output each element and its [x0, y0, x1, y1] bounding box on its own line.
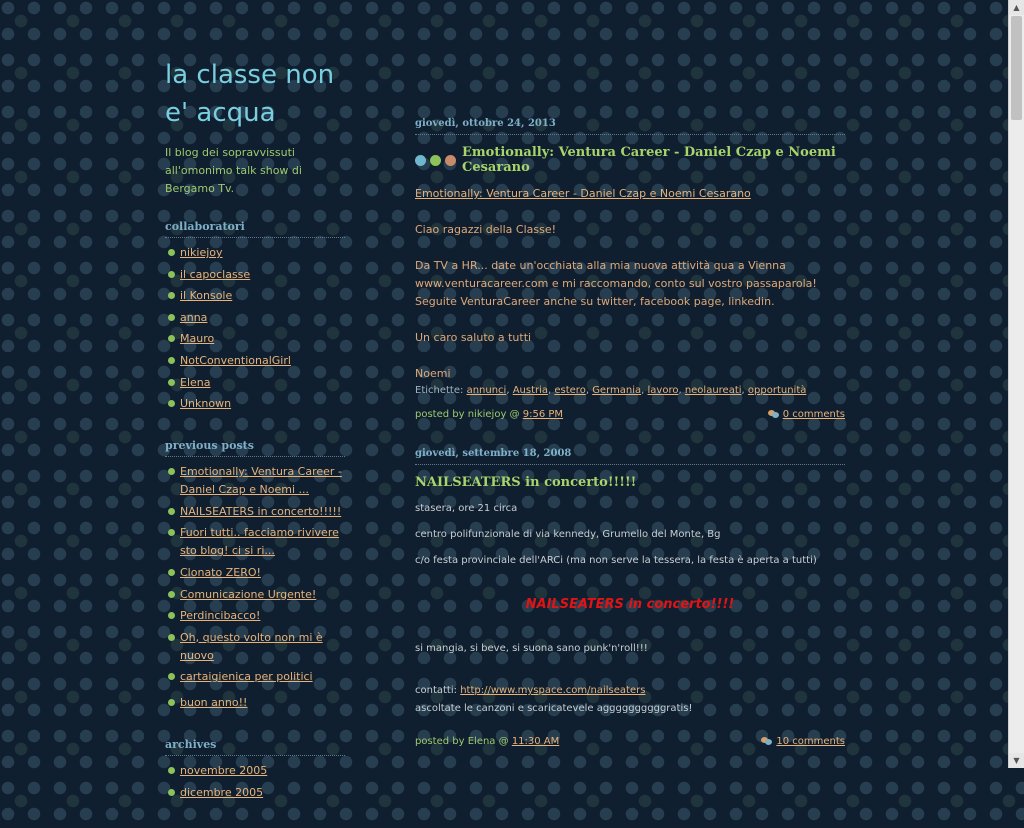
sidebar: [165, 56, 345, 828]
collaborator-link[interactable]: nikiejoy: [180, 246, 223, 259]
bullet-icon: [168, 292, 175, 299]
post-title: [415, 475, 845, 490]
label-link[interactable]: opportunità: [747, 385, 807, 396]
previous-posts-heading: previous posts: [165, 439, 345, 457]
post-footer: [415, 409, 845, 420]
label-link[interactable]: estero: [554, 385, 586, 396]
previous-post-link[interactable]: Clonato ZERO!: [180, 565, 261, 579]
vertical-scrollbar[interactable]: [1008, 0, 1024, 768]
list-item: [165, 694, 345, 712]
list-item: [165, 629, 345, 665]
collaborator-link[interactable]: il Konsole: [180, 289, 233, 303]
collaboratori-heading: collaboratori: [165, 220, 345, 238]
previous-post-link[interactable]: Fuori tutti.. facciamo rivivere sto blog! ci si ri...: [180, 526, 339, 558]
post-text: Da TV a HR... date un'occhiata alla mia nuova attività qua a Vienna: [415, 259, 786, 272]
list-item: [165, 287, 345, 305]
contacts-link[interactable]: http://www.myspace.com/nailseaters: [460, 685, 646, 696]
scrollbar-thumb[interactable]: [1011, 16, 1022, 120]
bullet-icon: [168, 569, 175, 576]
post-title-text[interactable]: Emotionally: Ventura Career - Daniel Czap e Noemi Cesarano: [462, 145, 836, 175]
collaborator-link[interactable]: anna: [180, 310, 208, 324]
collaboratori-list: [165, 244, 345, 413]
list-item: [165, 524, 345, 560]
previous-posts-list: [165, 463, 345, 712]
list-item: [165, 668, 345, 686]
bullet-icon: [168, 789, 175, 796]
collaborator-link[interactable]: Elena: [180, 375, 211, 389]
bullet-icon: [168, 699, 175, 706]
blog-description: Il blog dei sopravvissuti all'omonimo talk show di Bergamo Tv.: [165, 146, 302, 195]
post-text: ascoltate le canzoni e scaricatevele aggggggggggratis!: [415, 703, 693, 714]
bullet-icon: [168, 335, 175, 342]
label-link[interactable]: annunci: [466, 385, 507, 396]
post-time-link[interactable]: 9:56 PM: [522, 409, 564, 420]
previous-post-link[interactable]: cartaigienica per politici: [180, 670, 313, 684]
comment-icon: [768, 410, 779, 418]
list-item: [165, 330, 345, 348]
list-item: [165, 564, 345, 582]
comments: [761, 736, 845, 747]
bullet-icon: [168, 249, 175, 256]
blog-title[interactable]: la classe non e' acqua: [165, 60, 335, 128]
collaborator-link[interactable]: Unknown: [180, 397, 232, 411]
post-text: Seguite VenturaCareer anche su twitter, facebook page, linkedin.: [415, 295, 775, 308]
list-item: [165, 266, 345, 284]
comments: [768, 409, 845, 420]
labels-prefix: Etichette:: [415, 385, 464, 396]
archive-link[interactable]: dicembre 2005: [180, 785, 264, 799]
scroll-up-icon[interactable]: ▲: [1009, 0, 1024, 15]
list-item: [165, 463, 345, 499]
bullet-icon: [168, 379, 175, 386]
bullet-icon: [168, 612, 175, 619]
bullet-icon: [168, 314, 175, 321]
post-text: Un caro saluto a tutti: [415, 331, 532, 344]
post-body: [415, 500, 845, 718]
comments-link[interactable]: 10 comments: [776, 736, 845, 747]
label-link[interactable]: neolaureati: [684, 385, 742, 396]
list-item: [165, 395, 345, 413]
post-title-text[interactable]: NAILSEATERS in concerto!!!!!: [415, 475, 637, 490]
post: [415, 118, 845, 420]
post-text: centro polifunzionale di via kennedy, Grumello del Monte, Bg: [415, 529, 721, 540]
list-item: [165, 762, 345, 780]
post-text: www.venturacareer.com e mi raccomando, conto sul vostro passaparola!: [415, 277, 817, 290]
post-footer: [415, 736, 845, 747]
list-item: [165, 244, 345, 262]
post-text: stasera, ore 21 circa: [415, 503, 518, 514]
date-header: giovedì, ottobre 24, 2013: [415, 118, 845, 135]
list-item: [165, 374, 345, 392]
comment-icon: [761, 737, 772, 745]
post-link[interactable]: Emotionally: Ventura Career - Daniel Czap e Noemi Cesarano: [415, 187, 751, 200]
collaborator-link[interactable]: NotConventionalGirl: [180, 353, 291, 367]
post-text: Noemi: [415, 367, 451, 380]
post-author: posted by Elena @ 11:30 AM: [415, 736, 560, 747]
post-body: [415, 185, 845, 383]
bullet-icon: [168, 400, 175, 407]
post-dots-icon: [415, 155, 456, 166]
post-text: contatti: http://www.myspace.com/nailseaters: [415, 685, 646, 696]
label-link[interactable]: Austria: [512, 385, 549, 396]
date-header: giovedì, settembre 18, 2008: [415, 448, 845, 465]
list-item: [165, 352, 345, 370]
bullet-icon: [168, 508, 175, 515]
post-author: posted by nikiejoy @ 9:56 PM: [415, 409, 564, 420]
post-title: [415, 145, 845, 175]
collaborator-link[interactable]: Mauro: [180, 332, 215, 346]
previous-post-link[interactable]: Comunicazione Urgente!: [180, 587, 317, 601]
label-link[interactable]: lavoro: [647, 385, 679, 396]
post-labels: Etichette: annunci, Austria, estero, Germania, lavoro, neolaureati, opportunità: [415, 385, 807, 396]
previous-post-link[interactable]: Perdincibacco!: [180, 609, 261, 623]
post-time-link[interactable]: 11:30 AM: [511, 736, 560, 747]
comments-link[interactable]: 0 comments: [782, 409, 845, 420]
bullet-icon: [168, 673, 175, 680]
scroll-down-icon[interactable]: ▼: [1009, 753, 1024, 768]
collaborator-link[interactable]: il capoclasse: [180, 267, 251, 281]
bullet-icon: [168, 591, 175, 598]
post-text: c/o festa provinciale dell'ARCi (ma non serve la tessera, la festa è aperta a tutti): [415, 555, 817, 566]
red-headline: NAILSEATERS in concerto!!!!: [525, 597, 735, 612]
list-item: [165, 503, 345, 521]
archives-list: [165, 762, 345, 802]
label-link[interactable]: Germania: [592, 385, 642, 396]
bullet-icon: [168, 767, 175, 774]
archive-link[interactable]: novembre 2005: [180, 764, 268, 778]
list-item: [165, 607, 345, 625]
list-item: [165, 309, 345, 327]
post-text: Ciao ragazzi della Classe!: [415, 223, 557, 236]
previous-post-link[interactable]: Oh, questo volto non mi è nuovo: [180, 630, 323, 662]
main-content: [415, 118, 845, 747]
bullet-icon: [168, 271, 175, 278]
post-text: si mangia, si beve, si suona sano punk'n'roll!!!: [415, 643, 648, 654]
post: [415, 448, 845, 747]
previous-post-link[interactable]: buon anno!!: [180, 696, 248, 710]
previous-post-link[interactable]: Emotionally: Ventura Career - Daniel Czap e Noemi ...: [180, 465, 342, 497]
previous-post-link[interactable]: NAILSEATERS in concerto!!!!!: [180, 504, 342, 518]
bullet-icon: [168, 529, 175, 536]
bullet-icon: [168, 357, 175, 364]
list-item: [165, 586, 345, 604]
bullet-icon: [168, 634, 175, 641]
bullet-icon: [168, 468, 175, 475]
archives-heading: archives: [165, 738, 345, 756]
list-item: [165, 784, 345, 802]
